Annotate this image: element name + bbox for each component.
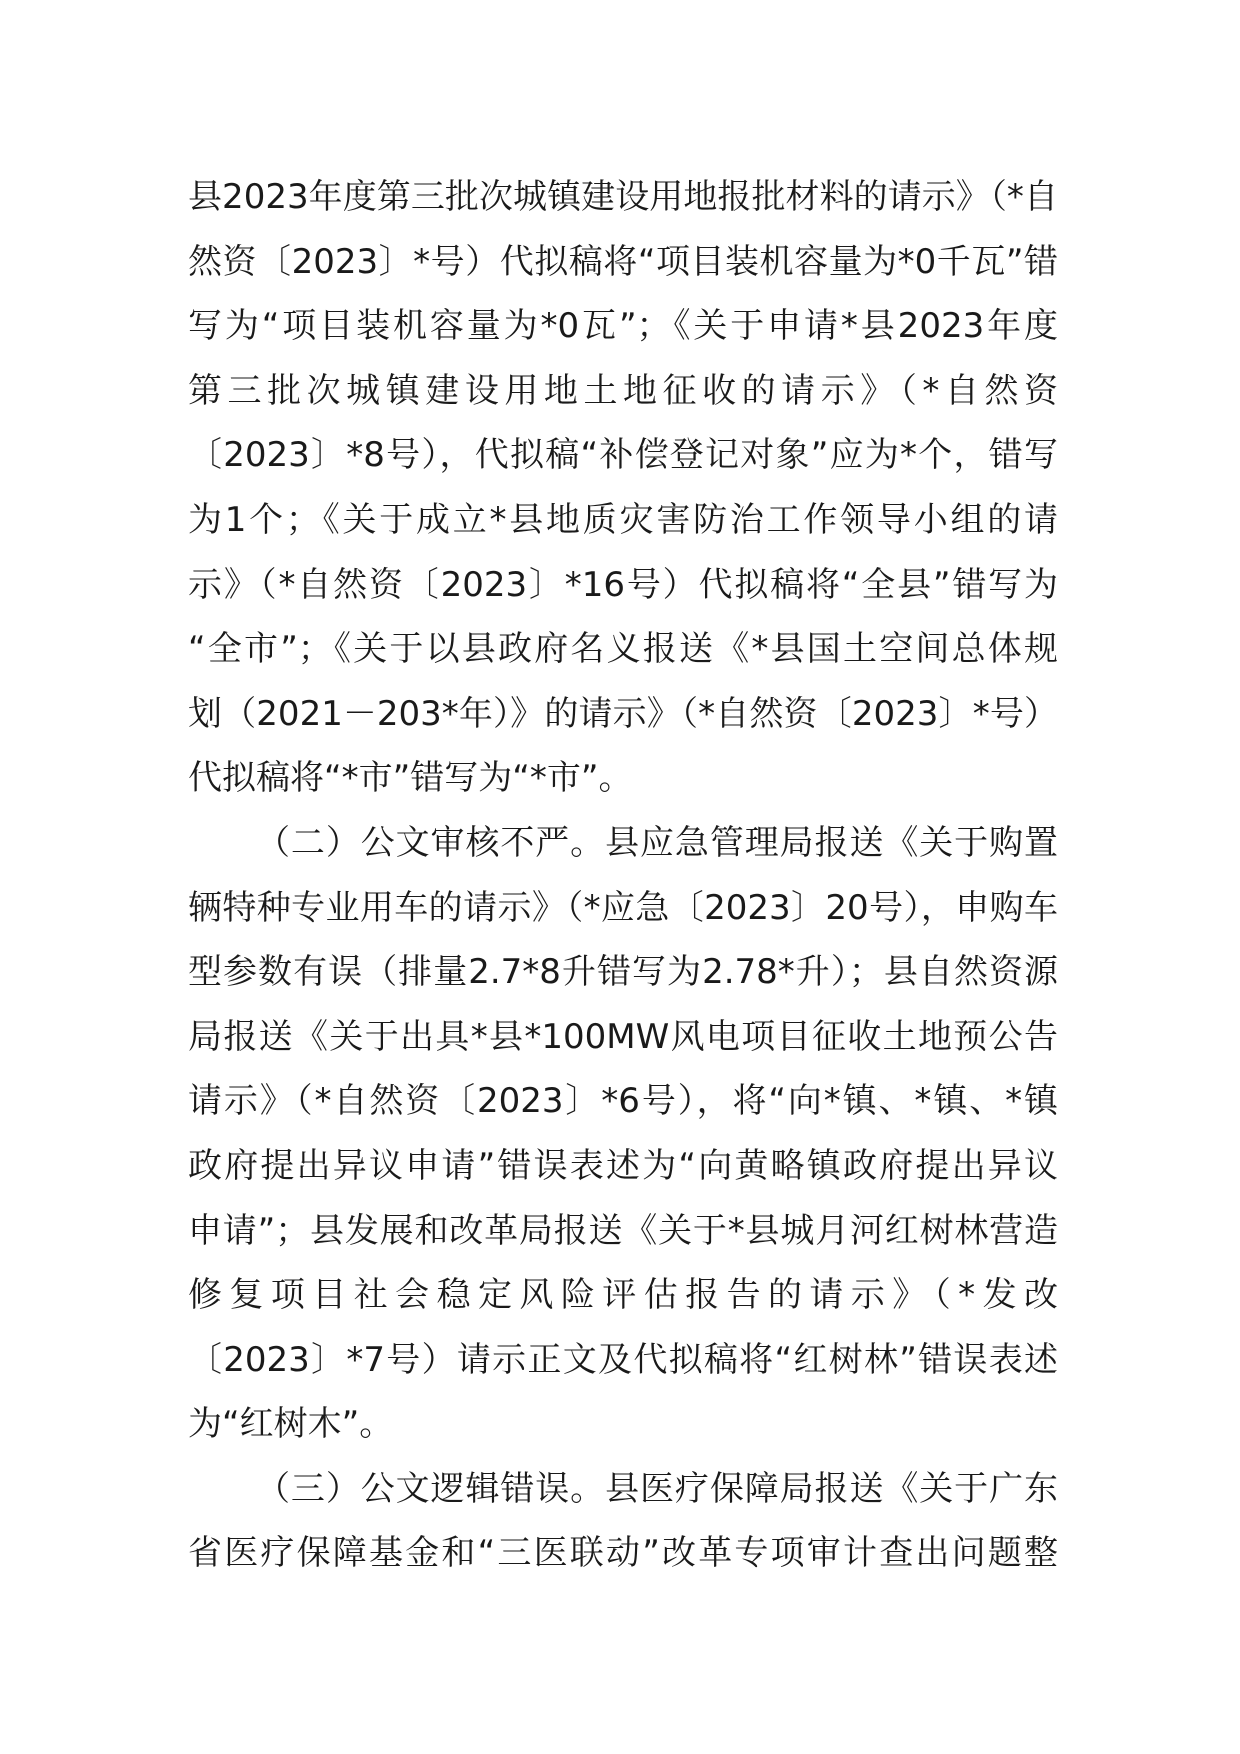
text-line: 政府提出异议申请”错误表述为“向黄略镇政府提出异议 xyxy=(188,1145,1058,1186)
text-line: 省医疗保障基金和“三医联动”改革专项审计查出问题整 xyxy=(188,1533,1058,1574)
text-line: 型参数有误（排量2.7*8升错写为2.78*升）；县自然资源 xyxy=(188,952,1058,993)
paragraph-first-line: （三）公文逻辑错误。县医疗保障局报送《关于广东 xyxy=(256,1468,1058,1509)
text-line: 为“红树木”。 xyxy=(188,1404,394,1445)
text-line: 〔2023〕*7号）请示正文及代拟稿将“红树林”错误表述 xyxy=(188,1339,1058,1380)
text-line: 〔2023〕*8号），代拟稿“补偿登记对象”应为*个，错写 xyxy=(188,435,1058,476)
text-line: 辆特种专业用车的请示》（*应急〔2023〕20号），申购车 xyxy=(188,887,1058,928)
text-line: 局报送《关于出具*县*100MW风电项目征收土地预公告 xyxy=(188,1016,1058,1057)
text-line: 为1个；《关于成立*县地质灾害防治工作领导小组的请 xyxy=(188,499,1058,540)
text-line: 划（2021－203*年）》的请示》（*自然资〔2023〕*号） xyxy=(188,693,1058,734)
paragraph-first-line: （二）公文审核不严。县应急管理局报送《关于购置 xyxy=(256,822,1058,863)
text-line: “全市”；《关于以县政府名义报送《*县国土空间总体规 xyxy=(188,629,1058,670)
text-line: 第三批次城镇建设用地土地征收的请示》（*自然资 xyxy=(188,370,1058,411)
document-body xyxy=(188,165,1058,1586)
text-line: 请示》（*自然资〔2023〕*6号），将“向*镇、*镇、*镇 xyxy=(188,1081,1058,1122)
text-line: 代拟稿将“*市”错写为“*市”。 xyxy=(188,758,633,799)
text-line: 然资〔2023〕*号）代拟稿将“项目装机容量为*0千瓦”错 xyxy=(188,241,1058,282)
text-line: 修复项目社会稳定风险评估报告的请示》（*发改 xyxy=(188,1275,1058,1316)
text-line: 县2023年度第三批次城镇建设用地报批材料的请示》（*自 xyxy=(188,177,1058,217)
text-line: 写为“项目装机容量为*0瓦”；《关于申请*县2023年度 xyxy=(188,306,1058,347)
text-line: 示》（*自然资〔2023〕*16号）代拟稿将“全县”错写为 xyxy=(188,564,1058,605)
text-line: 申请”；县发展和改革局报送《关于*县城月河红树林营造 xyxy=(188,1210,1058,1251)
